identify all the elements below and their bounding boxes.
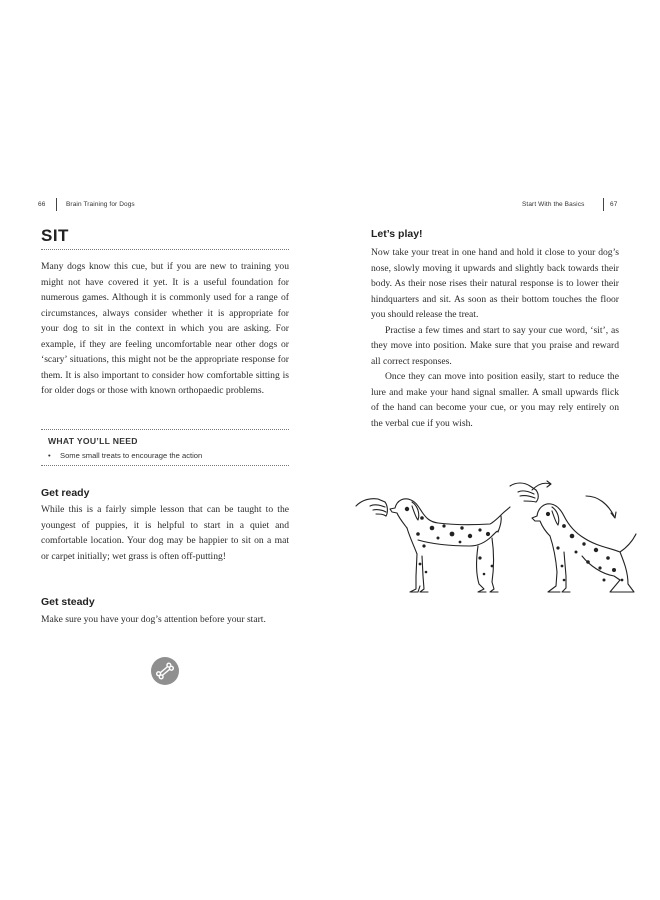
right-header-divider — [603, 198, 604, 211]
left-page-number: 66 — [38, 201, 46, 208]
need-box-top-rule — [41, 429, 289, 430]
get-steady-paragraph: Make sure you have your dog’s attention before your start. — [41, 614, 266, 625]
left-header-divider — [56, 198, 57, 211]
get-ready-heading: Get ready — [41, 487, 90, 499]
need-box-bottom-rule — [41, 465, 289, 466]
right-running-head: Start With the Basics — [522, 201, 585, 208]
lets-play-paragraph-1: Now take your treat in one hand and hold it close to your dog’s nose, slowly moving it upwards and slightly back towards their body. As their nose rises their natural response is to lower their hindquarters and sit. As soon as their bottom touches the floor you should release the treat. — [371, 247, 619, 320]
hand-with-treat-1 — [356, 499, 387, 516]
right-page-number: 67 — [610, 201, 618, 208]
bone-icon — [151, 657, 179, 685]
title-rule — [41, 249, 289, 250]
dalmatian-standing — [390, 499, 510, 592]
lets-play-heading: Let’s play! — [371, 228, 423, 240]
hand-with-treat-2 — [510, 483, 538, 502]
intro-paragraph: Many dogs know this cue, but if you are new to training you might not have covered it yet. It is a useful foundation for numerous games. Although it is commonly used for a range of circumstances, always consider whether it is appropriate for your dog to sit in the context in which you are asking. For example, if they are feeling uncomfortable near other dogs or ‘scary’ situations, this might not be the appropriate response for them. It is also important to consider how comfortable sitting is for older dogs or those with known orthopaedic problems. — [41, 261, 289, 396]
need-list-item: • Some small treats to encourage the action — [48, 451, 203, 460]
dalmatian-sit-illustration — [352, 476, 648, 602]
left-running-head: Brain Training for Dogs — [66, 201, 135, 208]
get-steady-heading: Get steady — [41, 596, 95, 608]
lets-play-text — [371, 245, 619, 431]
get-ready-paragraph: While this is a fairly simple lesson that can be taught to the youngest of puppies, it is helpful to start in a quiet and comfortable location. Your dog may be happier to sit on a mat or carpet initially; wet grass is often off-putting! — [41, 504, 289, 562]
bone-badge — [151, 657, 179, 685]
lets-play-paragraph-2: Practise a few times and start to say your cue word, ‘sit’, as they move into position. Make sure that you praise and reward all correct responses. — [371, 324, 619, 367]
lets-play-paragraph-3: Once they can move into position easily, start to reduce the lure and make your hand signal smaller. A small upwards flick of the hand can become your cue, or you may rely entirely on the verbal cue if you wish. — [371, 371, 619, 429]
what-you-need-title: WHAT YOU’LL NEED — [48, 436, 138, 446]
section-title: SIT — [41, 226, 69, 245]
